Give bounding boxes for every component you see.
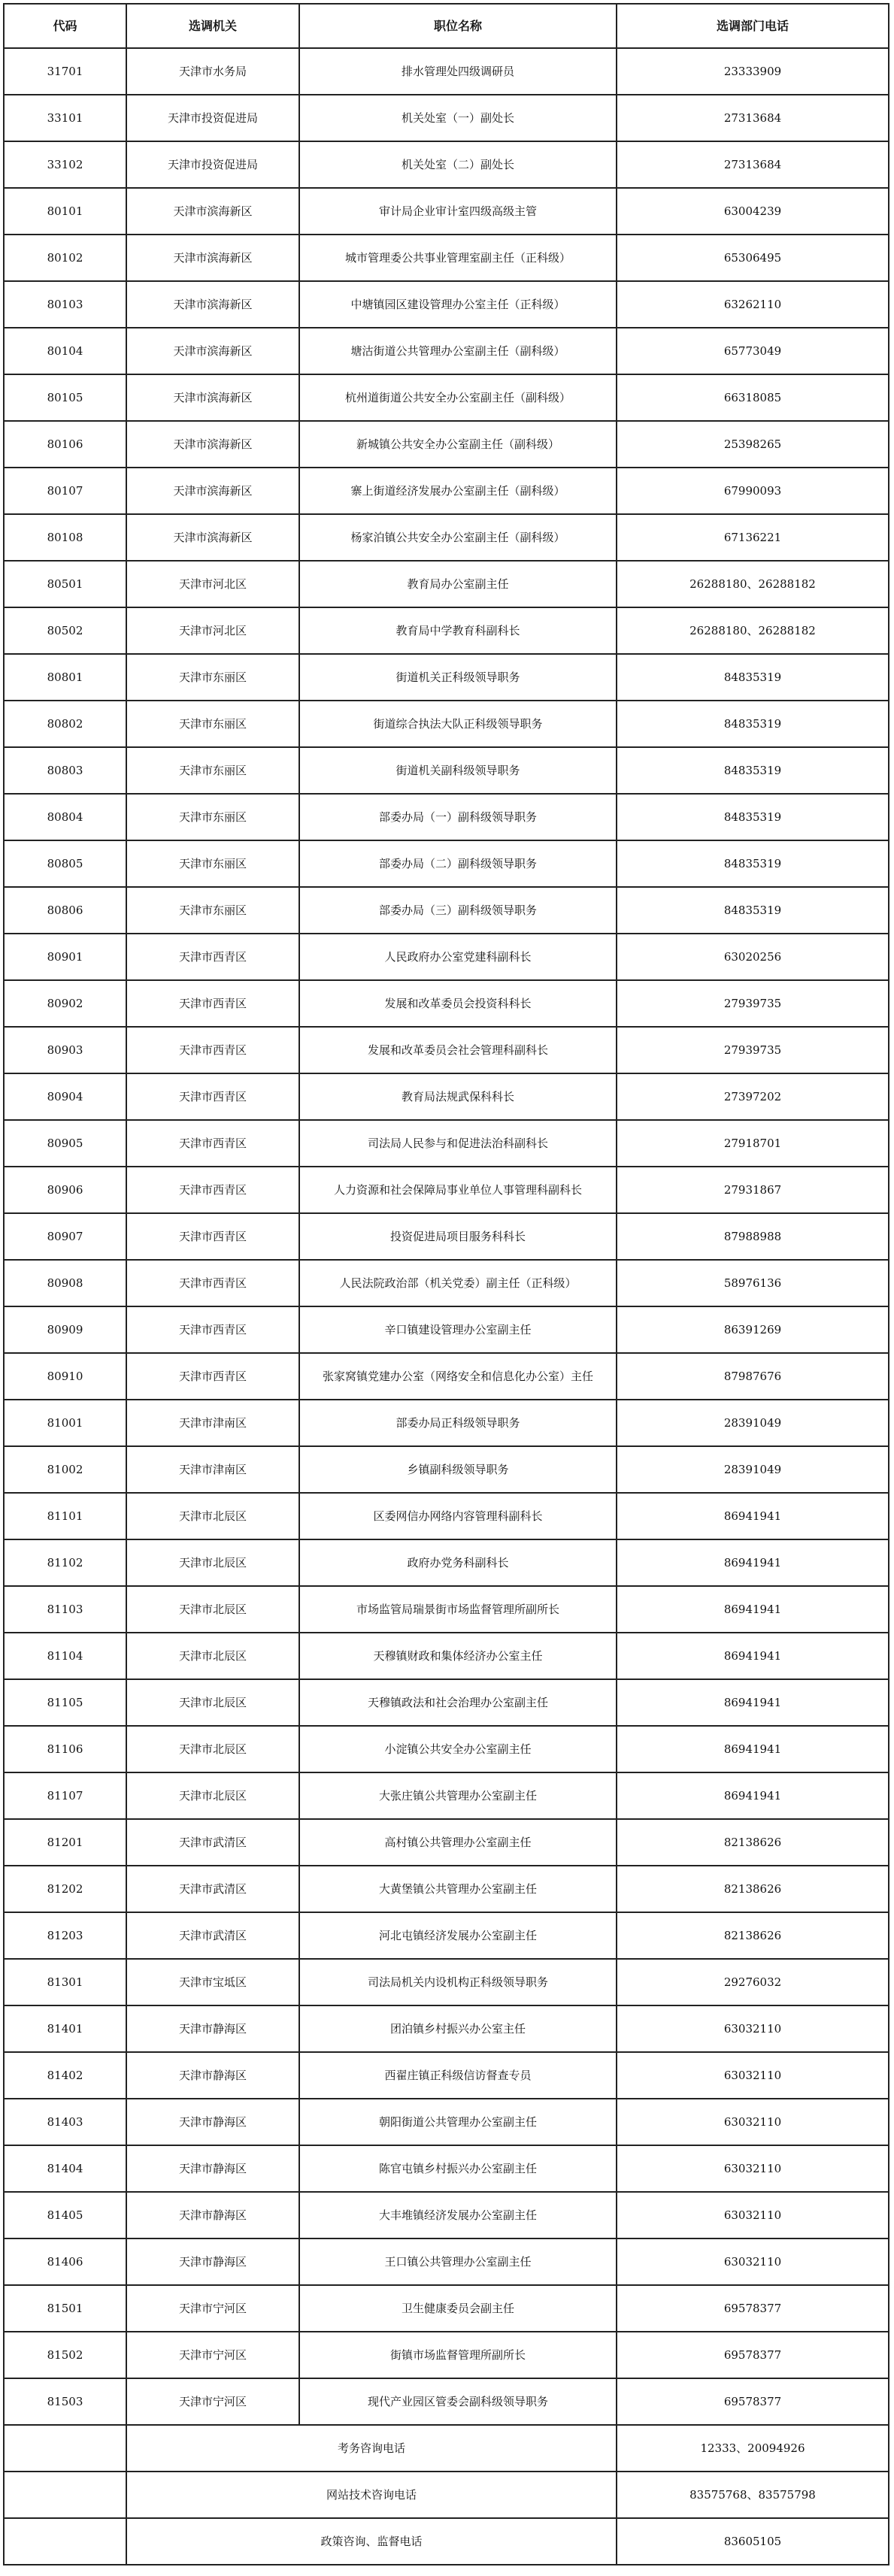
footer-phone: 83575768、83575798: [617, 2472, 889, 2518]
table-row: [4, 747, 889, 794]
footer-row: [4, 2518, 889, 2565]
cell-agency: 天津市静海区: [126, 2145, 299, 2192]
cell-position: 司法局人民参与和促进法治科副科长: [299, 1120, 617, 1167]
cell-code: 81106: [4, 1726, 126, 1772]
footer-empty-cell: [4, 2472, 126, 2518]
cell-phone: 63032110: [617, 2005, 889, 2052]
table-row: [4, 1027, 889, 1073]
table-row: [4, 1959, 889, 2005]
cell-position: 小淀镇公共安全办公室副主任: [299, 1726, 617, 1772]
cell-position: 城市管理委公共事业管理室副主任（正科级）: [299, 235, 617, 281]
cell-code: 80104: [4, 328, 126, 374]
cell-agency: 天津市投资促进局: [126, 95, 299, 141]
cell-phone: 63004239: [617, 188, 889, 235]
cell-agency: 天津市东丽区: [126, 654, 299, 701]
header-position: 职位名称: [299, 4, 617, 48]
cell-phone: 84835319: [617, 840, 889, 887]
cell-code: 81405: [4, 2192, 126, 2238]
cell-phone: 63262110: [617, 281, 889, 328]
header-agency: 选调机关: [126, 4, 299, 48]
cell-position: 塘沽街道公共管理办公室副主任（副科级）: [299, 328, 617, 374]
cell-position: 投资促进局项目服务科科长: [299, 1213, 617, 1260]
cell-position: 中塘镇园区建设管理办公室主任（正科级）: [299, 281, 617, 328]
cell-position: 天穆镇财政和集体经济办公室主任: [299, 1633, 617, 1679]
cell-code: 81402: [4, 2052, 126, 2099]
table-row: [4, 1167, 889, 1213]
cell-phone: 63032110: [617, 2238, 889, 2285]
cell-code: 80103: [4, 281, 126, 328]
cell-position: 政府办党务科副科长: [299, 1539, 617, 1586]
cell-phone: 67990093: [617, 468, 889, 514]
cell-code: 80107: [4, 468, 126, 514]
cell-agency: 天津市西青区: [126, 1260, 299, 1306]
cell-code: 81103: [4, 1586, 126, 1633]
table-row: [4, 1772, 889, 1819]
cell-position: 人民政府办公室党建科副科长: [299, 934, 617, 980]
cell-phone: 27918701: [617, 1120, 889, 1167]
cell-position: 朝阳街道公共管理办公室副主任: [299, 2099, 617, 2145]
cell-agency: 天津市东丽区: [126, 887, 299, 934]
cell-phone: 65773049: [617, 328, 889, 374]
cell-position: 部委办局正科级领导职务: [299, 1400, 617, 1446]
cell-code: 80804: [4, 794, 126, 840]
table-row: [4, 374, 889, 421]
cell-position: 街道机关正科级领导职务: [299, 654, 617, 701]
cell-agency: 天津市武清区: [126, 1819, 299, 1866]
cell-phone: 86941941: [617, 1726, 889, 1772]
cell-phone: 87987676: [617, 1353, 889, 1400]
cell-position: 张家窝镇党建办公室（网络安全和信息化办公室）主任: [299, 1353, 617, 1400]
cell-code: 80903: [4, 1027, 126, 1073]
cell-code: 80108: [4, 514, 126, 561]
cell-phone: 84835319: [617, 654, 889, 701]
table-row: [4, 2378, 889, 2425]
cell-position: 街道综合执法大队正科级领导职务: [299, 701, 617, 747]
cell-phone: 84835319: [617, 701, 889, 747]
cell-agency: 天津市静海区: [126, 2005, 299, 2052]
table-row: [4, 1306, 889, 1353]
cell-agency: 天津市武清区: [126, 1912, 299, 1959]
cell-code: 31701: [4, 48, 126, 95]
cell-agency: 天津市津南区: [126, 1400, 299, 1446]
cell-code: 81002: [4, 1446, 126, 1493]
cell-agency: 天津市滨海新区: [126, 235, 299, 281]
table-row: [4, 2005, 889, 2052]
cell-position: 乡镇副科级领导职务: [299, 1446, 617, 1493]
table-row: [4, 1679, 889, 1726]
footer-phone: 12333、20094926: [617, 2425, 889, 2472]
table-body: [4, 48, 889, 2425]
cell-position: 西翟庄镇正科级信访督查专员: [299, 2052, 617, 2099]
table-row: [4, 1493, 889, 1539]
cell-code: 80909: [4, 1306, 126, 1353]
table-row: [4, 1633, 889, 1679]
cell-phone: 87988988: [617, 1213, 889, 1260]
cell-code: 80904: [4, 1073, 126, 1120]
cell-phone: 86941941: [617, 1586, 889, 1633]
cell-position: 司法局机关内设机构正科级领导职务: [299, 1959, 617, 2005]
table-row: [4, 281, 889, 328]
cell-position: 发展和改革委员会投资科科长: [299, 980, 617, 1027]
cell-code: 80910: [4, 1353, 126, 1400]
cell-phone: 84835319: [617, 887, 889, 934]
table-row: [4, 1073, 889, 1120]
table-footer: [4, 2425, 889, 2565]
cell-phone: 82138626: [617, 1912, 889, 1959]
cell-agency: 天津市北辰区: [126, 1772, 299, 1819]
cell-phone: 25398265: [617, 421, 889, 468]
cell-phone: 27931867: [617, 1167, 889, 1213]
table-row: [4, 95, 889, 141]
table-row: [4, 2192, 889, 2238]
cell-agency: 天津市北辰区: [126, 1633, 299, 1679]
cell-agency: 天津市滨海新区: [126, 328, 299, 374]
cell-position: 寨上街道经济发展办公室副主任（副科级）: [299, 468, 617, 514]
cell-agency: 天津市西青区: [126, 1167, 299, 1213]
cell-position: 审计局企业审计室四级高级主管: [299, 188, 617, 235]
cell-position: 现代产业园区管委会副科级领导职务: [299, 2378, 617, 2425]
cell-code: 81201: [4, 1819, 126, 1866]
cell-phone: 65306495: [617, 235, 889, 281]
cell-agency: 天津市津南区: [126, 1446, 299, 1493]
cell-phone: 28391049: [617, 1400, 889, 1446]
cell-phone: 86391269: [617, 1306, 889, 1353]
cell-phone: 63020256: [617, 934, 889, 980]
cell-position: 排水管理处四级调研员: [299, 48, 617, 95]
cell-phone: 27939735: [617, 1027, 889, 1073]
table-row: [4, 1539, 889, 1586]
cell-code: 81301: [4, 1959, 126, 2005]
cell-agency: 天津市北辰区: [126, 1679, 299, 1726]
cell-code: 80803: [4, 747, 126, 794]
cell-code: 81403: [4, 2099, 126, 2145]
cell-phone: 82138626: [617, 1819, 889, 1866]
cell-phone: 66318085: [617, 374, 889, 421]
cell-code: 80908: [4, 1260, 126, 1306]
cell-code: 81102: [4, 1539, 126, 1586]
cell-code: 80106: [4, 421, 126, 468]
cell-agency: 天津市水务局: [126, 48, 299, 95]
cell-agency: 天津市西青区: [126, 1353, 299, 1400]
table-row: [4, 1586, 889, 1633]
cell-position: 高村镇公共管理办公室副主任: [299, 1819, 617, 1866]
cell-position: 市场监管局瑞景街市场监督管理所副所长: [299, 1586, 617, 1633]
table-row: [4, 2052, 889, 2099]
table-row: [4, 840, 889, 887]
cell-phone: 63032110: [617, 2192, 889, 2238]
cell-code: 81101: [4, 1493, 126, 1539]
cell-agency: 天津市滨海新区: [126, 468, 299, 514]
table-row: [4, 514, 889, 561]
cell-agency: 天津市西青区: [126, 1213, 299, 1260]
cell-position: 人力资源和社会保障局事业单位人事管理科副科长: [299, 1167, 617, 1213]
cell-position: 部委办局（三）副科级领导职务: [299, 887, 617, 934]
cell-agency: 天津市静海区: [126, 2192, 299, 2238]
cell-code: 81502: [4, 2332, 126, 2378]
cell-position: 教育局办公室副主任: [299, 561, 617, 607]
cell-code: 80902: [4, 980, 126, 1027]
cell-phone: 27939735: [617, 980, 889, 1027]
cell-code: 81001: [4, 1400, 126, 1446]
table-row: [4, 1120, 889, 1167]
cell-code: 80806: [4, 887, 126, 934]
cell-phone: 86941941: [617, 1539, 889, 1586]
position-table: [3, 3, 889, 2565]
cell-agency: 天津市宁河区: [126, 2378, 299, 2425]
cell-position: 卫生健康委员会副主任: [299, 2285, 617, 2332]
cell-phone: 86941941: [617, 1633, 889, 1679]
cell-code: 80805: [4, 840, 126, 887]
table-row: [4, 235, 889, 281]
header-code: 代码: [4, 4, 126, 48]
cell-agency: 天津市滨海新区: [126, 281, 299, 328]
footer-label: 政策咨询、监督电话: [126, 2518, 617, 2565]
cell-agency: 天津市东丽区: [126, 794, 299, 840]
cell-agency: 天津市北辰区: [126, 1493, 299, 1539]
cell-agency: 天津市武清区: [126, 1866, 299, 1912]
footer-label: 考务咨询电话: [126, 2425, 617, 2472]
cell-position: 部委办局（二）副科级领导职务: [299, 840, 617, 887]
cell-agency: 天津市宁河区: [126, 2285, 299, 2332]
cell-agency: 天津市滨海新区: [126, 188, 299, 235]
cell-phone: 63032110: [617, 2052, 889, 2099]
table-row: [4, 2099, 889, 2145]
cell-agency: 天津市西青区: [126, 1120, 299, 1167]
cell-code: 80102: [4, 235, 126, 281]
table-row: [4, 980, 889, 1027]
cell-position: 机关处室（二）副处长: [299, 141, 617, 188]
cell-agency: 天津市滨海新区: [126, 421, 299, 468]
table-row: [4, 1400, 889, 1446]
table-row: [4, 468, 889, 514]
table-row: [4, 328, 889, 374]
table-row: [4, 2238, 889, 2285]
cell-code: 80802: [4, 701, 126, 747]
cell-phone: 58976136: [617, 1260, 889, 1306]
table-row: [4, 1912, 889, 1959]
table-row: [4, 141, 889, 188]
cell-phone: 82138626: [617, 1866, 889, 1912]
header-phone: 选调部门电话: [617, 4, 889, 48]
cell-agency: 天津市东丽区: [126, 701, 299, 747]
table-row: [4, 934, 889, 980]
cell-phone: 29276032: [617, 1959, 889, 2005]
table-row: [4, 701, 889, 747]
cell-code: 80502: [4, 607, 126, 654]
table-row: [4, 607, 889, 654]
cell-code: 81104: [4, 1633, 126, 1679]
footer-label: 网站技术咨询电话: [126, 2472, 617, 2518]
table-row: [4, 421, 889, 468]
cell-phone: 63032110: [617, 2099, 889, 2145]
footer-empty-cell: [4, 2425, 126, 2472]
table-row: [4, 794, 889, 840]
cell-agency: 天津市西青区: [126, 934, 299, 980]
cell-phone: 63032110: [617, 2145, 889, 2192]
cell-code: 80501: [4, 561, 126, 607]
cell-phone: 84835319: [617, 747, 889, 794]
table-row: [4, 1353, 889, 1400]
table-row: [4, 48, 889, 95]
cell-agency: 天津市静海区: [126, 2099, 299, 2145]
cell-code: 80101: [4, 188, 126, 235]
footer-row: [4, 2472, 889, 2518]
cell-position: 发展和改革委员会社会管理科副科长: [299, 1027, 617, 1073]
cell-phone: 84835319: [617, 794, 889, 840]
table-row: [4, 1819, 889, 1866]
cell-phone: 26288180、26288182: [617, 607, 889, 654]
cell-code: 81404: [4, 2145, 126, 2192]
cell-code: 81105: [4, 1679, 126, 1726]
cell-position: 部委办局（一）副科级领导职务: [299, 794, 617, 840]
cell-phone: 86941941: [617, 1493, 889, 1539]
table-row: [4, 887, 889, 934]
cell-position: 王口镇公共管理办公室副主任: [299, 2238, 617, 2285]
cell-code: 81401: [4, 2005, 126, 2052]
cell-agency: 天津市静海区: [126, 2238, 299, 2285]
cell-phone: 67136221: [617, 514, 889, 561]
cell-phone: 86941941: [617, 1772, 889, 1819]
cell-phone: 27313684: [617, 141, 889, 188]
cell-phone: 26288180、26288182: [617, 561, 889, 607]
footer-empty-cell: [4, 2518, 126, 2565]
cell-agency: 天津市西青区: [126, 1073, 299, 1120]
cell-code: 81406: [4, 2238, 126, 2285]
cell-agency: 天津市东丽区: [126, 747, 299, 794]
cell-code: 80906: [4, 1167, 126, 1213]
cell-agency: 天津市河北区: [126, 561, 299, 607]
cell-agency: 天津市静海区: [126, 2052, 299, 2099]
cell-code: 81503: [4, 2378, 126, 2425]
cell-position: 机关处室（一）副处长: [299, 95, 617, 141]
cell-phone: 69578377: [617, 2378, 889, 2425]
cell-position: 街镇市场监督管理所副所长: [299, 2332, 617, 2378]
cell-position: 街道机关副科级领导职务: [299, 747, 617, 794]
table-row: [4, 2285, 889, 2332]
cell-code: 81501: [4, 2285, 126, 2332]
cell-code: 80105: [4, 374, 126, 421]
cell-phone: 86941941: [617, 1679, 889, 1726]
footer-phone: 83605105: [617, 2518, 889, 2565]
cell-position: 团泊镇乡村振兴办公室主任: [299, 2005, 617, 2052]
cell-position: 杨家泊镇公共安全办公室副主任（副科级）: [299, 514, 617, 561]
cell-code: 33101: [4, 95, 126, 141]
cell-code: 33102: [4, 141, 126, 188]
cell-agency: 天津市宁河区: [126, 2332, 299, 2378]
cell-position: 河北屯镇经济发展办公室副主任: [299, 1912, 617, 1959]
table-row: [4, 1446, 889, 1493]
table-row: [4, 2332, 889, 2378]
cell-position: 人民法院政治部（机关党委）副主任（正科级）: [299, 1260, 617, 1306]
cell-phone: 23333909: [617, 48, 889, 95]
cell-position: 杭州道街道公共安全办公室副主任（副科级）: [299, 374, 617, 421]
cell-position: 陈官屯镇乡村振兴办公室副主任: [299, 2145, 617, 2192]
cell-code: 80801: [4, 654, 126, 701]
cell-agency: 天津市北辰区: [126, 1539, 299, 1586]
cell-agency: 天津市北辰区: [126, 1586, 299, 1633]
cell-code: 81107: [4, 1772, 126, 1819]
cell-code: 80907: [4, 1213, 126, 1260]
cell-position: 天穆镇政法和社会治理办公室副主任: [299, 1679, 617, 1726]
cell-code: 81202: [4, 1866, 126, 1912]
cell-agency: 天津市西青区: [126, 1306, 299, 1353]
cell-position: 大丰堆镇经济发展办公室副主任: [299, 2192, 617, 2238]
cell-agency: 天津市北辰区: [126, 1726, 299, 1772]
header-row: [4, 4, 889, 48]
cell-position: 教育局中学教育科副科长: [299, 607, 617, 654]
cell-agency: 天津市西青区: [126, 980, 299, 1027]
table-row: [4, 561, 889, 607]
table-row: [4, 654, 889, 701]
cell-phone: 28391049: [617, 1446, 889, 1493]
cell-agency: 天津市河北区: [126, 607, 299, 654]
cell-agency: 天津市滨海新区: [126, 514, 299, 561]
cell-phone: 27313684: [617, 95, 889, 141]
table-row: [4, 1213, 889, 1260]
table-row: [4, 1866, 889, 1912]
cell-position: 区委网信办网络内容管理科副科长: [299, 1493, 617, 1539]
cell-position: 新城镇公共安全办公室副主任（副科级）: [299, 421, 617, 468]
table-row: [4, 1726, 889, 1772]
cell-agency: 天津市西青区: [126, 1027, 299, 1073]
footer-row: [4, 2425, 889, 2472]
cell-agency: 天津市投资促进局: [126, 141, 299, 188]
cell-position: 辛口镇建设管理办公室副主任: [299, 1306, 617, 1353]
cell-code: 80901: [4, 934, 126, 980]
table-row: [4, 1260, 889, 1306]
cell-phone: 69578377: [617, 2332, 889, 2378]
table-row: [4, 2145, 889, 2192]
cell-code: 81203: [4, 1912, 126, 1959]
cell-position: 大黄堡镇公共管理办公室副主任: [299, 1866, 617, 1912]
table-row: [4, 188, 889, 235]
cell-agency: 天津市滨海新区: [126, 374, 299, 421]
cell-agency: 天津市宝坻区: [126, 1959, 299, 2005]
cell-phone: 27397202: [617, 1073, 889, 1120]
cell-agency: 天津市东丽区: [126, 840, 299, 887]
cell-position: 教育局法规武保科科长: [299, 1073, 617, 1120]
cell-position: 大张庄镇公共管理办公室副主任: [299, 1772, 617, 1819]
cell-phone: 69578377: [617, 2285, 889, 2332]
table-header: [4, 4, 889, 48]
cell-code: 80905: [4, 1120, 126, 1167]
